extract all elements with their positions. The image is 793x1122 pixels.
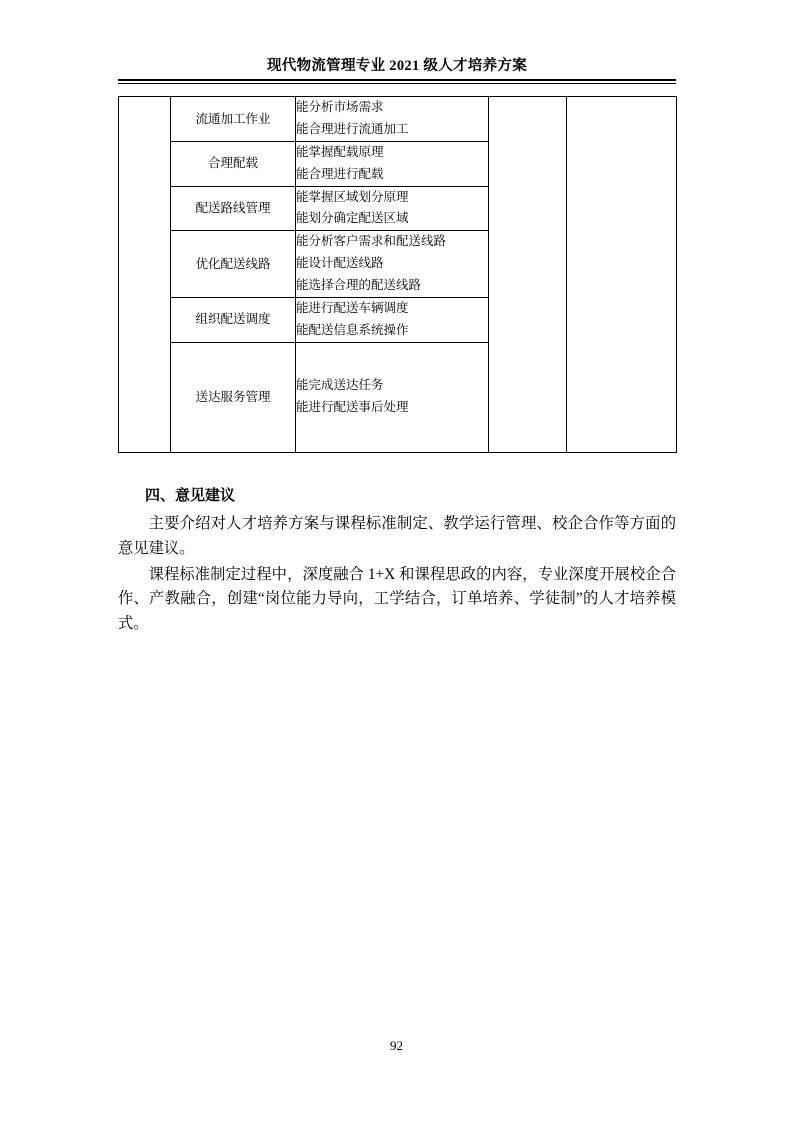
ability-item: 能掌握区域划分原理 (296, 189, 409, 204)
page-header (118, 58, 676, 84)
ability-item: 能设计配送线路 (296, 256, 384, 271)
ability-item: 能完成送达任务 (296, 378, 384, 393)
ability-item: 能配送信息系统操作 (296, 322, 409, 337)
ability-item: 能合理进行配载 (296, 166, 384, 181)
page-number: 92 (390, 1038, 403, 1053)
ability-matrix-table (118, 96, 677, 453)
ability-matrix-table-wrap (118, 96, 676, 453)
quality-cell (567, 97, 677, 453)
task-cell: 配送路线管理 (171, 186, 296, 231)
ability-item: 能分析市场需求 (296, 100, 384, 114)
ability-item: 能合理进行流通加工 (296, 121, 409, 136)
ability-item: 能分析客户需求和配送线路 (296, 234, 447, 249)
section-paragraph: 课程标准制定过程中，深度融合 1+X 和课程思政的内容，专业深度开展校企合作、产教融合，创建“岗位能力导向，工学结合，订单培养、学徒制”的人才培养模式。 (118, 565, 676, 633)
ability-cell (296, 231, 489, 298)
ability-item: 能掌握配载原理 (296, 144, 384, 159)
task-cell: 组织配送调度 (171, 297, 296, 342)
ability-cell (296, 97, 489, 142)
row-group-cell (119, 97, 171, 453)
task-cell: 优化配送线路 (171, 231, 296, 298)
header-title: 现代物流管理专业 2021 级人才培养方案 (266, 58, 528, 74)
task-cell: 送达服务管理 (171, 342, 296, 452)
header-rule (118, 79, 676, 84)
section-heading: 四、意见建议 (145, 487, 236, 504)
ability-cell (296, 186, 489, 231)
ability-item: 能进行配送事后处理 (296, 400, 409, 415)
ability-item: 能进行配送车辆调度 (296, 300, 409, 315)
knowledge-cell (489, 97, 567, 453)
ability-cell (296, 342, 489, 452)
ability-item: 能划分确定配送区域 (296, 211, 409, 226)
section-paragraph: 主要介绍对人才培养方案与课程标准制定、教学运行管理、校企合作等方面的意见建议。 (118, 515, 676, 557)
ability-cell (296, 141, 489, 186)
ability-item: 能选择合理的配送线路 (296, 278, 422, 292)
ability-cell (296, 297, 489, 342)
suggestions-section (118, 484, 676, 638)
task-cell: 流通加工作业 (171, 97, 296, 142)
table-row (119, 97, 677, 142)
task-cell: 合理配载 (171, 141, 296, 186)
